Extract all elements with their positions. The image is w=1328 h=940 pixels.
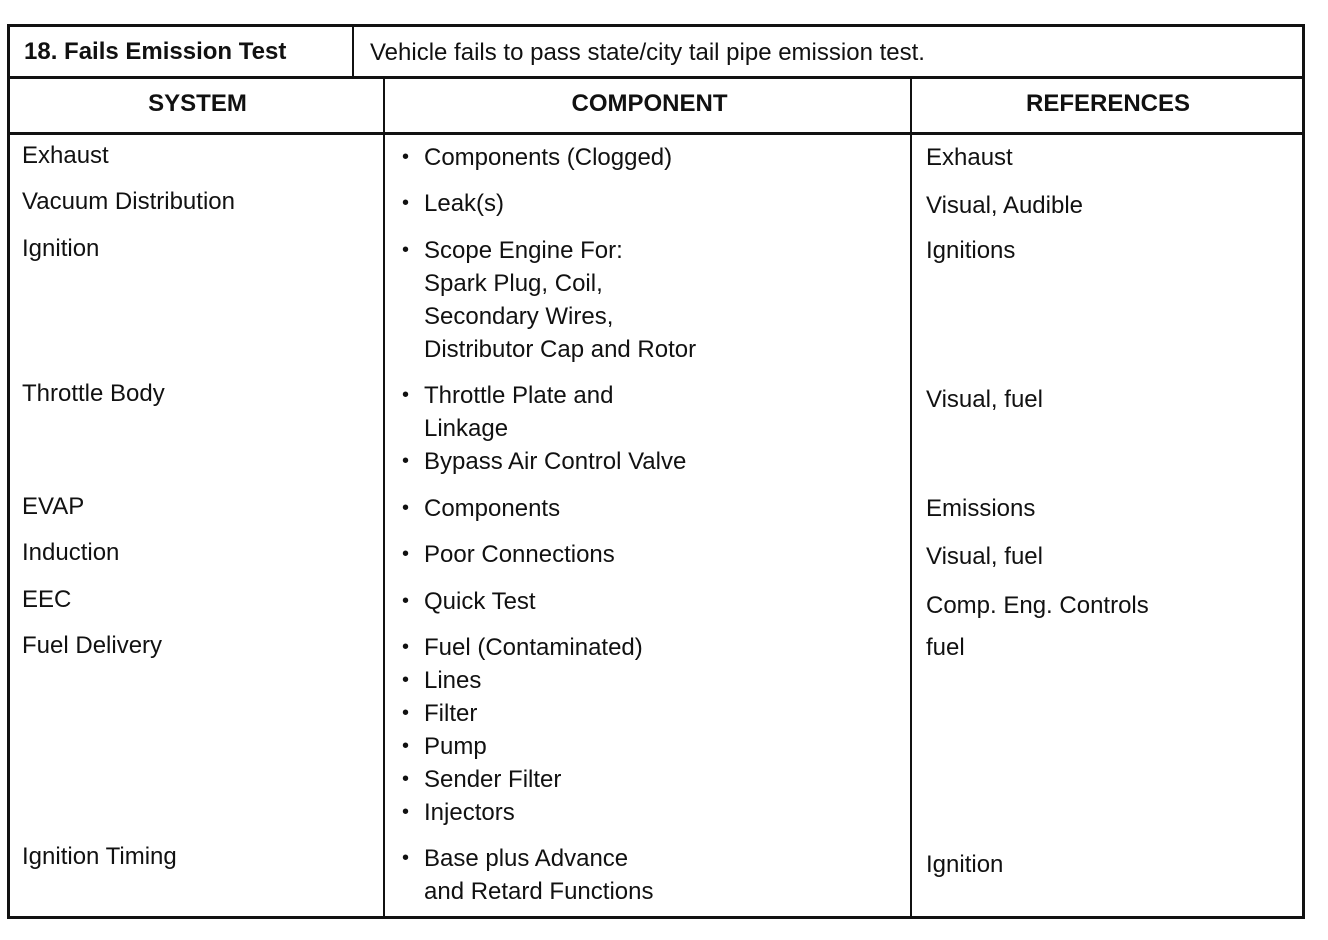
- component-line: Linkage: [424, 415, 509, 442]
- row-components: [398, 234, 696, 366]
- column-header-component: COMPONENT: [571, 90, 728, 117]
- row-reference: Visual, Audible: [926, 192, 1084, 219]
- row-components: [398, 187, 504, 220]
- component-line: Injectors: [424, 799, 515, 826]
- symptom-description: Vehicle fails to pass state/city tail pipe emission test.: [370, 39, 925, 66]
- component-line: Components (Clogged): [424, 144, 673, 171]
- column-header-row: [10, 79, 1302, 135]
- bullet-icon: •: [402, 801, 410, 823]
- bullet-icon: •: [402, 847, 410, 869]
- bullet-icon: •: [402, 384, 410, 406]
- bullet-icon: •: [402, 768, 410, 790]
- row-reference: Emissions: [926, 495, 1036, 522]
- bullet-icon: •: [402, 450, 410, 472]
- component-line: Filter: [424, 700, 478, 727]
- row-system: Fuel Delivery: [22, 632, 163, 659]
- row-reference: Ignitions: [926, 237, 1016, 264]
- component-line: Lines: [424, 667, 482, 694]
- bullet-icon: •: [402, 497, 410, 519]
- component-item: [398, 730, 643, 763]
- component-line: Throttle Plate and: [424, 382, 614, 409]
- component-line: Leak(s): [424, 190, 505, 217]
- component-line: Fuel (Contaminated): [424, 634, 643, 661]
- component-item: [398, 492, 560, 525]
- row-reference: Visual, fuel: [926, 386, 1043, 413]
- row-reference: Comp. Eng. Controls: [926, 592, 1149, 619]
- component-item: [398, 697, 643, 730]
- component-line: Spark Plug, Coil,: [424, 270, 603, 297]
- row-reference: Exhaust: [926, 144, 1013, 171]
- component-item: [398, 141, 672, 174]
- row-system: EVAP: [22, 493, 85, 520]
- component-line: Components: [424, 495, 561, 522]
- column-header-references: REFERENCES: [1025, 90, 1191, 117]
- bullet-icon: •: [402, 146, 410, 168]
- row-system: Throttle Body: [22, 380, 165, 407]
- component-item: [398, 379, 686, 445]
- row-components: [398, 538, 615, 571]
- component-line: and Retard Functions: [424, 878, 654, 905]
- component-line: Sender Filter: [424, 766, 562, 793]
- component-item: [398, 763, 643, 796]
- row-components: [398, 585, 536, 618]
- column-divider: [383, 79, 385, 916]
- component-line: Poor Connections: [424, 541, 615, 568]
- component-line: Secondary Wires,: [424, 303, 614, 330]
- bullet-icon: •: [402, 590, 410, 612]
- component-item: [398, 631, 643, 664]
- bullet-icon: •: [402, 543, 410, 565]
- bullet-icon: •: [402, 192, 410, 214]
- component-line: Pump: [424, 733, 487, 760]
- component-item: [398, 187, 504, 220]
- component-line: Distributor Cap and Rotor: [424, 336, 697, 363]
- emission-test-table: [7, 24, 1305, 919]
- row-reference: Ignition: [926, 851, 1004, 878]
- row-components: [398, 379, 686, 478]
- row-components: [398, 492, 560, 525]
- symptom-title: 18. Fails Emission Test: [10, 27, 354, 76]
- component-item: [398, 538, 615, 571]
- bullet-icon: •: [402, 636, 410, 658]
- component-line: Scope Engine For:: [424, 237, 623, 264]
- bullet-icon: •: [402, 735, 410, 757]
- row-reference: Visual, fuel: [926, 543, 1043, 570]
- row-components: [398, 631, 643, 829]
- table-title-row: [10, 27, 1302, 79]
- component-line: Quick Test: [424, 588, 536, 615]
- component-item: [398, 445, 686, 478]
- row-components: [398, 141, 672, 174]
- row-system: Ignition Timing: [22, 843, 177, 870]
- bullet-icon: •: [402, 702, 410, 724]
- component-line: Bypass Air Control Valve: [424, 448, 687, 475]
- component-item: [398, 796, 643, 829]
- component-item: [398, 234, 696, 366]
- component-line: Base plus Advance: [424, 845, 629, 872]
- row-components: [398, 842, 653, 908]
- column-header-system: SYSTEM: [148, 90, 247, 117]
- component-item: [398, 664, 643, 697]
- component-item: [398, 585, 536, 618]
- component-item: [398, 842, 653, 908]
- column-divider: [910, 79, 912, 916]
- row-system: Ignition: [22, 235, 100, 262]
- row-system: Exhaust: [22, 142, 109, 169]
- bullet-icon: •: [402, 239, 410, 261]
- row-reference: fuel: [926, 634, 965, 661]
- row-system: Induction: [22, 539, 120, 566]
- bullet-icon: •: [402, 669, 410, 691]
- row-system: Vacuum Distribution: [22, 188, 235, 215]
- row-system: EEC: [22, 586, 72, 613]
